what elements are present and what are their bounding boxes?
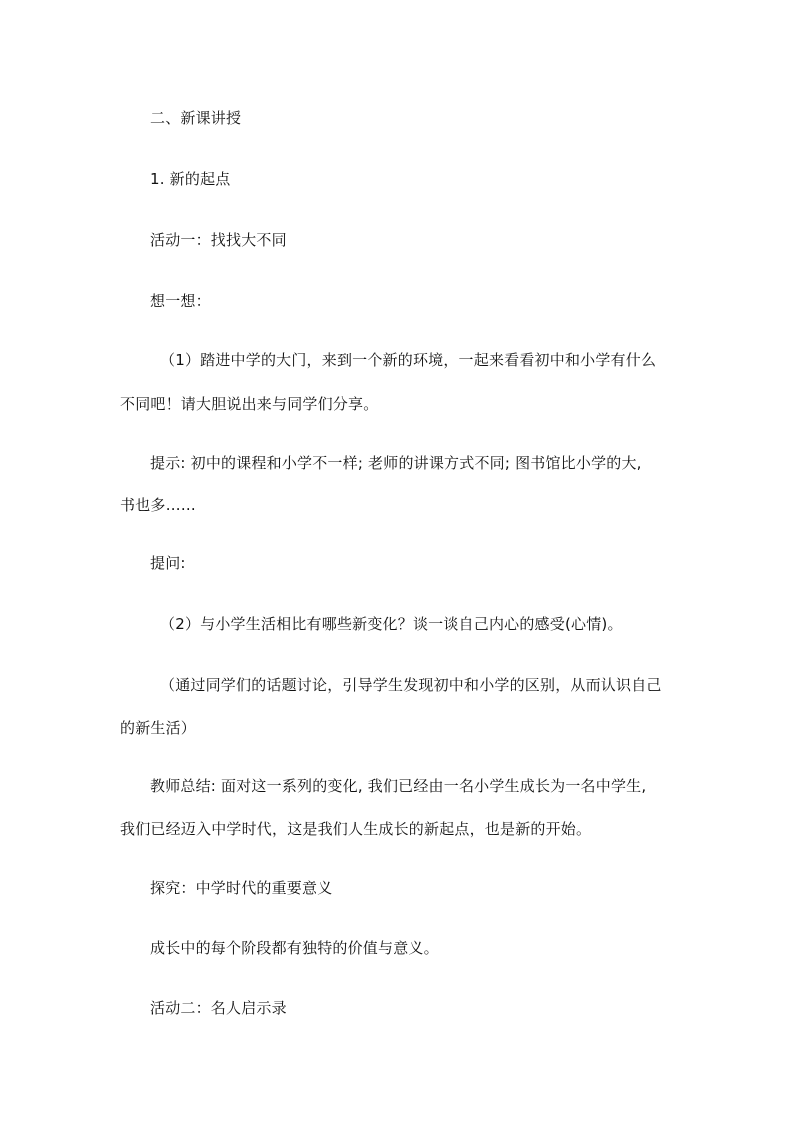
activity-two-heading: 活动二：名人启示录: [150, 999, 287, 1017]
teacher-summary-line-1: 教师总结: 面对这一系列的变化, 我们已经由一名小学生成长为一名中学生,: [150, 777, 647, 795]
subheading: 1. 新的起点: [150, 170, 231, 188]
section-heading: 二、新课讲授: [150, 109, 242, 127]
discussion-line-2: 的新生活）: [120, 719, 197, 737]
think-prompt: 想一想：: [150, 292, 211, 310]
question-one-line-1: （1）踏进中学的大门，来到一个新的环境，一起来看看初中和小学有什么: [160, 351, 657, 369]
hint-line-1: 提示: 初中的课程和小学不一样; 老师的讲课方式不同; 图书馆比小学的大,: [150, 454, 642, 472]
explore-heading: 探究：中学时代的重要意义: [150, 879, 333, 897]
activity-one-heading: 活动一：找找大不同: [150, 231, 287, 249]
discussion-line-1: （通过同学们的话题讨论，引导学生发现初中和小学的区别，从而认识自己: [160, 676, 662, 694]
question-label: 提问:: [150, 554, 186, 572]
hint-line-2: 书也多……: [120, 496, 197, 514]
question-two: （2）与小学生活相比有哪些新变化？谈一谈自己内心的感受(心情)。: [160, 615, 623, 633]
question-one-line-2: 不同吧！请大胆说出来与同学们分享。: [120, 395, 379, 413]
teacher-summary-line-2: 我们已经迈入中学时代，这是我们人生成长的新起点，也是新的开始。: [120, 820, 592, 838]
stage-meaning: 成长中的每个阶段都有独特的价值与意义。: [150, 939, 439, 957]
